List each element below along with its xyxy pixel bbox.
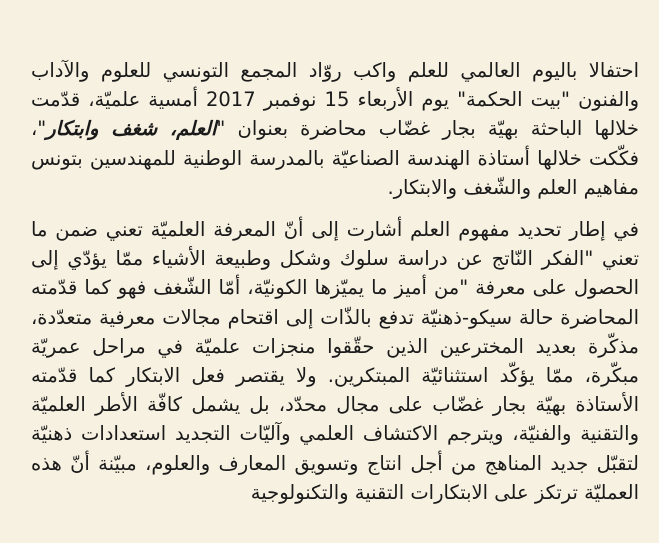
paragraph-text: "، فكّكت خلالها أستاذة الهندسة الصناعيّة بالمدرسة الوطنية للمهندسين بتونس مفاهيم العلم والشّغف والابتكار. — [31, 117, 639, 199]
article-body — [31, 56, 639, 507]
article-paragraph — [31, 56, 639, 202]
paragraph-text: احتفالا باليوم العالمي للعلم واكب روّاد المجمع التونسي للعلوم والآداب والفنون "بيت الحكمة" يوم الأربعاء 15 نوفمبر 2017 أمسية علميّة، قدّمت خلالها الباحثة بهيّة بجار غضّاب محاضرة بعنوان " — [31, 59, 639, 141]
article-paragraph: في إطار تحديد مفهوم العلم أشارت إلى أنّ المعرفة العلميّة تعني ضمن ما تعني "الفكر النّاتج عن دراسة سلوك وشكل وطبيعة الأشياء ممّا يؤدّي إلى الحصول على معرفة "من أميز ما يميّزها الكونيّة، أمّا الشّغف فهو كما قدّمته المحاضرة حالة سيكو-ذهنيّة تدفع بالذّات إلى اقتحام مجالات معرفية متعدّدة، مذكّرة بعديد المخترعين الذين حقّقوا منجزات علميّة في مراحل عمريّة مبكّرة، ممّا يؤكّد استثنائيّة المبتكرين. ولا يقتصر فعل الابتكار كما قدّمته الأستاذة بهيّة بجار غضّاب على مجال محدّد، بل يشمل كافّة الأطر العلميّة والتقنية والفنيّة، ويترجم الاكتشاف العلمي وآليّات التجديد استعدادات ذهنيّة لتقبّل جديد المناهج من أجل انتاج وتسويق المعارف والعلوم، مبيّنة أنّ هذه العمليّة ترتكز على الابتكارات التقنية والتكنولوجية — [31, 218, 639, 504]
lecture-title: العلم، شغف وابتكار — [46, 117, 217, 141]
